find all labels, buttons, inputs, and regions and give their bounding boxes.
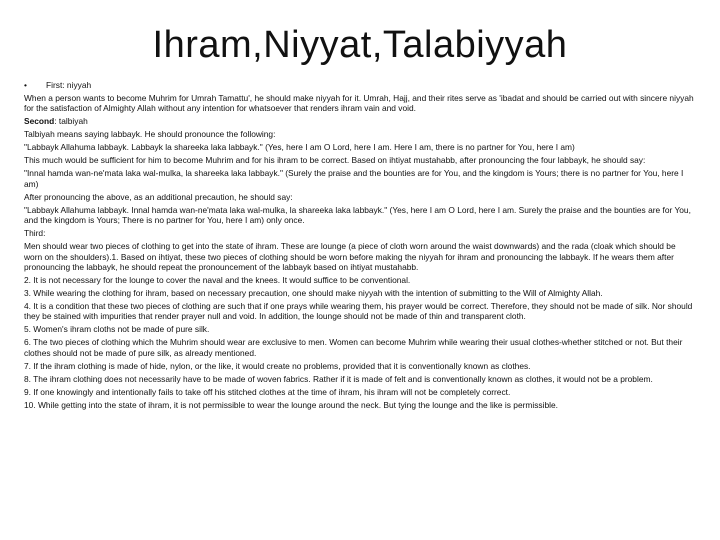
paragraph-clothing-3: 3. While wearing the clothing for ihram, based on necessary precaution, one should make niyyah with the intention of submitting to the Will of Almighty Allah. [24,288,603,299]
paragraph-talbiyah-meaning: Talbiyah means saying labbayk. He should pronounce the following: [24,129,276,140]
paragraph-additional: After pronouncing the above, as an additional precaution, he should say: [24,191,293,202]
paragraph-clothing-6: 6. The two pieces of clothing which the Muhrim should wear are exclusive to men. Women can become Muhrim while wearing their usual clothes-whether stitched or not. But their clothes should not be made of pure silk, as already mentioned. [24,337,683,358]
bullet-icon: • [24,80,27,90]
paragraph-clothing-10: 10. While getting into the state of ihram, it is not permissible to wear the lounge around the neck. But tying the lounge and the like is permissible. [24,399,558,410]
bullet-text: First: niyyah [46,80,92,90]
paragraph-sufficient: This much would be sufficient for him to become Muhrim and for his ihram to be correct. Based on ihtiyat mustahabb, after pronouncing the four labbayk, he should say: [24,155,646,166]
paragraph-clothing-7: 7. If the ihram clothing is made of hide, nylon, or the like, it would create no problems, provided that it is conventionally known as clothes. [24,360,531,371]
paragraph-labbayk-1: "Labbayk Allahuma labbayk. Labbayk la shareeka laka labbayk." (Yes, here I am O Lord, here I am. Here I am, there is no partner for You, here I am) [24,142,575,153]
slide-body [24,80,696,410]
paragraph-clothing-2: 2. It is not necessary for the lounge to cover the naval and the knees. It would suffice to be conventional. [24,275,411,286]
paragraph-clothing-8: 8. The ihram clothing does not necessarily have to be made of woven fabrics. Rather if it is made of felt and is conventionally known as clothes, it would not be a problem. [24,373,653,384]
heading-label: Second [24,116,55,127]
paragraph-niyyah-intro: When a person wants to become Muhrim for Umrah Tamattu', he should make niyyah for it. Umrah, Hajj, and their rites serve as 'ibadat and should be carried out with sincere niyyah for the satisfaction of Almighty Allah without any intention for whatsoever that renders ihram vain and void. [24,93,694,114]
bullet-item-niyyah [24,80,696,90]
heading-talbiyah [24,116,696,126]
paragraph-labbayk-2: "Labbayk Allahuma labbayk. Innal hamda wan-ne'mata laka wal-mulka, la shareeka laka labbayk." (Yes, here I am O Lord, here I am. Surely the praise and the bounties are for You, and the kingdom is Yours; There is no partner for You, here I am) only once. [24,204,691,226]
paragraph-clothing-5: 5. Women's ihram cloths not be made of pure silk. [24,324,210,335]
slide-title: Ihram,Niyyat,Talabiyyah [152,24,568,66]
heading-rest: : talbiyah [54,116,88,127]
paragraph-clothing-9: 9. If one knowingly and intentionally fails to take off his stitched clothes at the time of ihram, his ihram will not be completely correct. [24,386,511,397]
heading-third: Third: [24,228,46,239]
paragraph-clothing-1: Men should wear two pieces of clothing to get into the state of ihram. These are lounge (a piece of cloth worn around the waist downwards) and the rada (cloak which should be worn on the shoulders).1. Based on ihtiyat, these two pieces of clothing should be worn before making the niyyah for ihram and pronouncing the labbayk. If he wears them after pronouncing the labbayk, he should repeat the pronouncement of the labbayk based on ihtiyat mustahabb. [24,241,676,273]
paragraph-innal-hamda: "Innal hamda wan-ne'mata laka wal-mulka, la shareeka laka labbayk." (Surely the praise and the bounties are for You, and the kingdom is Yours; there is no partner for You, here I am) [24,168,684,189]
paragraph-clothing-4: 4. It is a condition that these two pieces of clothing are such that if one prays while wearing them, his prayer would be correct. Therefore, they should not be made of silk. Nor should they be stained with impurities that render prayer null and void. In addition, the lounge should not be made of thin and transparent cloth. [24,301,693,322]
